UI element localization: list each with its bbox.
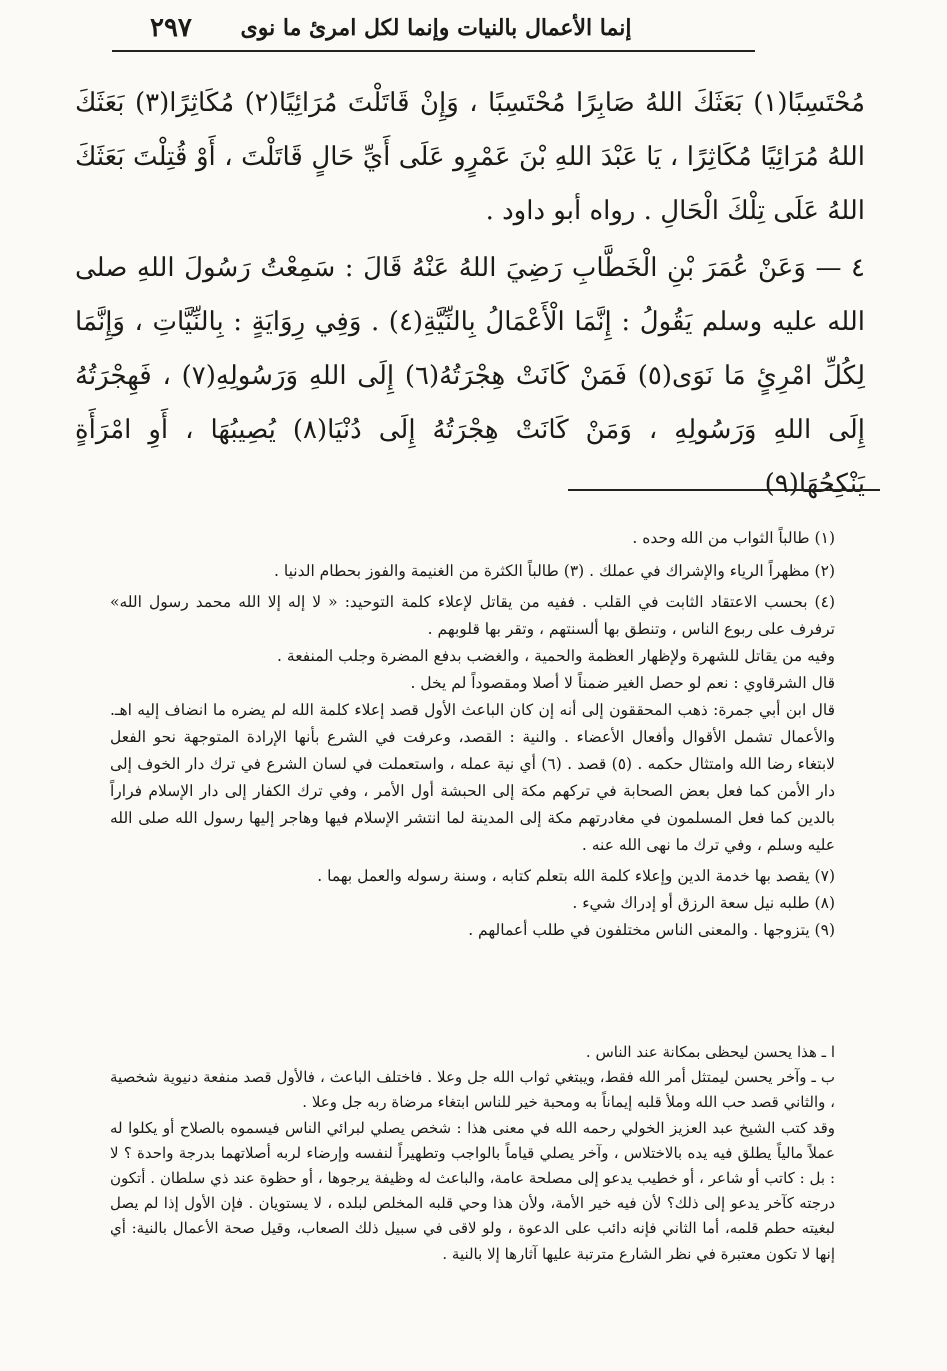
footnote-1: (١) طالباً الثواب من الله وحده . [632,529,835,547]
footnote-9: (٩) يتزوجها . والمعنى الناس مختلفون في طلب أعمالهم . [468,921,835,939]
footnote-8: (٨) طلبه نيل سعة الرزق أو إدراك شيء . [572,894,835,912]
footnote-7: (٧) يقصد بها خدمة الدين وإعلاء كلمة الله بتعلم كتابه ، وسنة رسوله والعمل بهما . [317,867,835,885]
header-rule [112,50,755,52]
commentary-b: ب ـ وآخر يحسن ليمتثل أمر الله فقط، ويبتغي ثواب الله جل وعلا . فاختلف الباعث ، فالأول قصد منفعة دنيوية شخصية ، والثاني قصد حب الله وملأ قلبه إيماناً به ومحبة خير للناس ابتغاء مرضاة ربه جل وعلا . [110,1068,835,1112]
commentary-c: وقد كتب الشيخ عبد العزيز الخولي رحمه الله في معنى هذا : شخص يصلي لبرائي الناس فيسموه بالصلاح أو يكلوا له عملاً مالياً يطلق فيه يده بالاختلاس ، وآخر يصلي قياماً بالواجب وتطهيراً لنفسه وإرضاء لربه أصلاتهما بدرجة واحدة ؟ لا : بل : كاتب أو شاعر ، أو خطيب يدعو إلى مصلحة عامة، والباعث له وظيفة يرجوها ، أو حظوة عند ذي سلطان . أتكون درجته كآخر يدعو إلى ذلك؟ لأن فيه خير الأمة، ولأن هذا وحي قلبه المخلص لبلده ، لا يستويان . فإن الأول إذا لم يصل لبغيته حطم قلمه، أما الثاني فإنه دائب على الدعوة ، ولو لاقى في سبيل ذلك الصعاب، وقيل صحة الأعمال بالنية: أي إنها لا تكون معتبرة في نظر الشارع مترتبة عليها آثارها إلا بالنية . [110,1118,835,1263]
hadith-paragraph-continued: مُحْتَسِبًا(١) بَعَثَكَ اللهُ صَابِرًا مُحْتَسِبًا ، وَإِنْ قَاتَلْتَ مُرَائِيًا(٢) مُكَاثِرًا(٣) بَعَثَكَ اللهُ مُرَائِيًا مُكَاثِرًا ، يَا عَبْدَ اللهِ بْنَ عَمْرٍو عَلَى أَيِّ حَالٍ قَاتَلْتَ ، أَوْ قُتِلْتَ بَعَثَكَ اللهُ عَلَى تِلْكَ الْحَالِ . رواه أبو داود . [75,88,865,226]
footnote-2-3: (٢) مظهراً الرياء والإشراك في عملك . (٣) طالباً الكثرة من الغنيمة والفوز بحطام الدنيا . [274,562,835,580]
footnote-4-part-b: وفيه من يقاتل للشهرة ولإظهار العظمة والحمية ، والغضب بدفع المضرة وجلب المنفعة . [277,647,835,665]
footnote-4-part-d: قال ابن أبي جمرة: ذهب المحققون إلى أنه إن كان الباعث الأول قصد إعلاء كلمة الله لم يضره ما انضاف إليه اهـ. والأعمال تشمل الأقوال وأفعال الأعضاء . والنية : القصد، وعرفت في الشرع بأنها الإرادة المتوجهة نحو الفعل لابتغاء رضا الله وامتثال حكمه . (٥) قصد . (٦) أي نية عمله ، واستعملت في لسان الشرع في ترك دار الخوف إلى دار الأمن كما فعل بعض الصحابة في تركهم مكة إلى الحبشة أول الأمر ، وفي ترك الكفار إلى دار الإسلام فراراً بالدين كما فعل المسلمون في مغادرتهم مكة إلى المدينة لما انتشر الإسلام فيها وهاجر إليها رسول الله صلى الله عليه وسلم ، وفي ترك ما نهى الله عنه . [110,701,835,854]
commentary [110,1040,835,1267]
commentary-a: ا ـ هذا يحسن ليحظى بمكانة عند الناس . [585,1043,835,1061]
footnote-4-part-c: قال الشرقاوي : نعم لو حصل الغير ضمناً لا أصلا ومقصوداً لم يخل . [410,674,835,692]
hadith-text [75,76,865,511]
hadith-paragraph-4: ٤ — وَعَنْ عُمَرَ بْنِ الْخَطَّابِ رَضِيَ اللهُ عَنْهُ قَالَ : سَمِعْتُ رَسُولَ اللهِ صلى الله عليه وسلم يَقُولُ : إِنَّمَا الْأَعْمَالُ بِالنِّيَّةِ(٤) . وَفِي رِوَايَةٍ : بِالنِّيَّاتِ ، وَإِنَّمَا لِكُلِّ امْرِئٍ مَا نَوَى(٥) فَمَنْ كَانَتْ هِجْرَتُهُ(٦) إِلَى اللهِ وَرَسُولِهِ(٧) ، فَهِجْرَتُهُ إِلَى اللهِ وَرَسُولِهِ ، وَمَنْ كَانَتْ هِجْرَتُهُ إِلَى دُنْيَا(٨) يُصِيبُهَا ، أَوِ امْرَأَةٍ يَنْكِحُهَا(٩) [75,253,866,499]
footnotes [110,525,835,944]
page-number: ٢٩٧ [150,13,192,43]
running-header: إنما الأعمال بالنيات وإنما لكل امرئ ما نوى [240,15,632,41]
footnote-4-part-a: (٤) بحسب الاعتقاد الثابت في القلب . ففيه من يقاتل لإعلاء كلمة التوحيد: « لا إله إلا الله محمد رسول الله» ترفرف على ربوع الناس ، وتنطق بها ألسنتهم ، وتقر بها قلوبهم . [110,593,835,638]
footnote-divider [568,489,880,491]
